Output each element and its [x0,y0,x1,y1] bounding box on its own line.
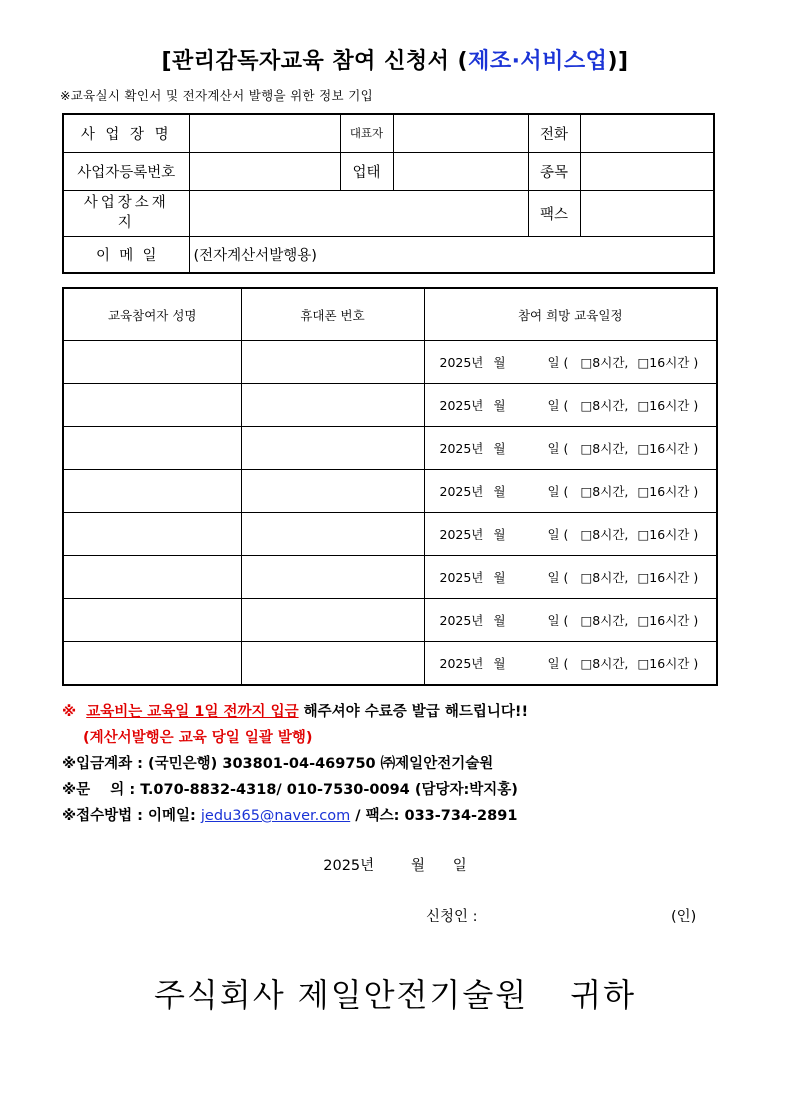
schedule-cell[interactable] [424,427,717,470]
month-text: 월 [493,441,506,456]
day-text: 일 ( [547,398,569,413]
business-name-label: 사 업 장 명 [63,114,189,152]
email-label: 이 메 일 [63,236,189,273]
email-link[interactable]: jedu365@naver.com [200,808,351,824]
participant-name-cell[interactable] [63,642,241,686]
year-text: 2025년 [439,570,484,585]
form-title [0,44,790,75]
day-text: 일 ( [547,355,569,370]
participant-name-cell[interactable] [63,341,241,384]
month-text: 월 [493,484,506,499]
table-row [63,556,717,599]
representative-label: 대표자 [340,114,393,152]
reg-number-label: 사업자등록번호 [63,152,189,190]
table-row [63,427,717,470]
month-text: 월 [493,656,506,671]
date-day: 일 [452,858,467,874]
year-text: 2025년 [439,398,484,413]
account-line: ※입금계좌 : (국민은행) 303801-04-469750 ㈜제일안전기술원 [62,756,494,772]
month-text: 월 [493,355,506,370]
hours-8-option[interactable]: □8시간, [580,656,629,671]
hours-16-option[interactable]: □16시간 ) [637,398,699,413]
hours-16-option[interactable]: □16시간 ) [637,656,699,671]
mobile-number-cell[interactable] [241,513,424,556]
phone-label: 전화 [528,114,580,152]
schedule-cell[interactable] [424,513,717,556]
mobile-number-cell[interactable] [241,341,424,384]
date-year: 2025년 [323,858,375,874]
hours-16-option[interactable]: □16시간 ) [637,441,699,456]
business-info-table [62,113,715,274]
business-name-field[interactable] [189,114,340,152]
mobile-number-cell[interactable] [241,427,424,470]
day-text: 일 ( [547,613,569,628]
year-text: 2025년 [439,527,484,542]
hours-8-option[interactable]: □8시간, [580,613,629,628]
fee-deadline-text: 교육비는 교육일 1일 전까지 입금 [86,704,299,720]
mobile-number-header: 휴대폰 번호 [241,288,424,341]
month-text: 월 [493,570,506,585]
info-subnote: ※교육실시 확인서 및 전자계산서 발행을 위한 정보 기입 [60,88,373,103]
address-field[interactable] [189,190,528,236]
day-text: 일 ( [547,441,569,456]
participant-name-cell[interactable] [63,427,241,470]
day-text: 일 ( [547,484,569,499]
hours-16-option[interactable]: □16시간 ) [637,355,699,370]
phone-field[interactable] [580,114,714,152]
fax-label: 팩스 [528,190,580,236]
fee-notice [62,699,528,725]
title-prefix: [관리감독자교육 참여 신청서 ( [161,49,469,74]
schedule-cell[interactable] [424,341,717,384]
day-text: 일 ( [547,527,569,542]
seal-label: (인) [671,909,697,925]
schedule-cell[interactable] [424,556,717,599]
fee-certificate-text: 해주셔야 수료증 발급 해드립니다!! [303,704,529,720]
participant-name-cell[interactable] [63,513,241,556]
participant-name-cell[interactable] [63,384,241,427]
mobile-number-cell[interactable] [241,470,424,513]
table-row [63,341,717,384]
company-name: 주식회사 제일안전기술원 [153,976,529,1014]
table-row [63,384,717,427]
submit-prefix: ※접수방법 : 이메일: [62,808,196,824]
month-text: 월 [493,613,506,628]
notice-mark: ※ [62,704,77,720]
hours-8-option[interactable]: □8시간, [580,441,629,456]
table-row [63,599,717,642]
month-text: 월 [493,527,506,542]
table-row [63,513,717,556]
year-text: 2025년 [439,613,484,628]
hours-16-option[interactable]: □16시간 ) [637,527,699,542]
submit-suffix: / 팩스: 033-734-2891 [355,808,518,824]
hours-8-option[interactable]: □8시간, [580,527,629,542]
participant-name-cell[interactable] [63,556,241,599]
honorific: 귀하 [570,976,637,1014]
business-type-label: 업태 [340,152,393,190]
reg-number-field[interactable] [189,152,340,190]
invoice-note: (계산서발행은 교육 당일 일괄 발행) [83,730,313,746]
submit-method-line [62,803,528,829]
title-suffix: )] [607,49,629,74]
participant-name-cell[interactable] [63,599,241,642]
recipient-line [0,970,790,1016]
mobile-number-cell[interactable] [241,556,424,599]
participant-name-header: 교육참여자 성명 [63,288,241,341]
year-text: 2025년 [439,441,484,456]
item-field[interactable] [580,152,714,190]
date-month: 월 [411,858,426,874]
hours-16-option[interactable]: □16시간 ) [637,570,699,585]
day-text: 일 ( [547,570,569,585]
fax-field[interactable] [580,190,714,236]
schedule-cell[interactable] [424,642,717,686]
participant-schedule-table [62,287,718,686]
hours-8-option[interactable]: □8시간, [580,398,629,413]
year-text: 2025년 [439,355,484,370]
hours-8-option[interactable]: □8시간, [580,355,629,370]
inquiry-line: ※문 의 : T.070-8832-4318/ 010-7530-0094 (담당자:박지홍) [62,782,518,798]
applicant-label: 신청인 : [426,909,478,925]
schedule-cell[interactable] [424,384,717,427]
participant-name-cell[interactable] [63,470,241,513]
table-row [63,642,717,686]
month-text: 월 [493,398,506,413]
mobile-number-cell[interactable] [241,384,424,427]
business-type-field[interactable] [393,152,528,190]
day-text: 일 ( [547,656,569,671]
hours-16-option[interactable]: □16시간 ) [637,613,699,628]
mobile-number-cell[interactable] [241,599,424,642]
representative-field[interactable] [393,114,528,152]
address-label: 사업장소재지 [63,190,189,236]
schedule-cell[interactable] [424,599,717,642]
schedule-cell[interactable] [424,470,717,513]
mobile-number-cell[interactable] [241,642,424,686]
notes-block [62,699,528,829]
desired-schedule-header: 참여 희망 교육일정 [424,288,717,341]
year-text: 2025년 [439,656,484,671]
year-text: 2025년 [439,484,484,499]
hours-8-option[interactable]: □8시간, [580,484,629,499]
hours-16-option[interactable]: □16시간 ) [637,484,699,499]
title-highlight: 제조·서비스업 [468,49,608,74]
email-note: (전자계산서발행용) [193,247,317,264]
hours-8-option[interactable]: □8시간, [580,570,629,585]
email-field[interactable] [189,236,714,273]
application-date [0,854,790,875]
table-row [63,470,717,513]
item-label: 종목 [528,152,580,190]
